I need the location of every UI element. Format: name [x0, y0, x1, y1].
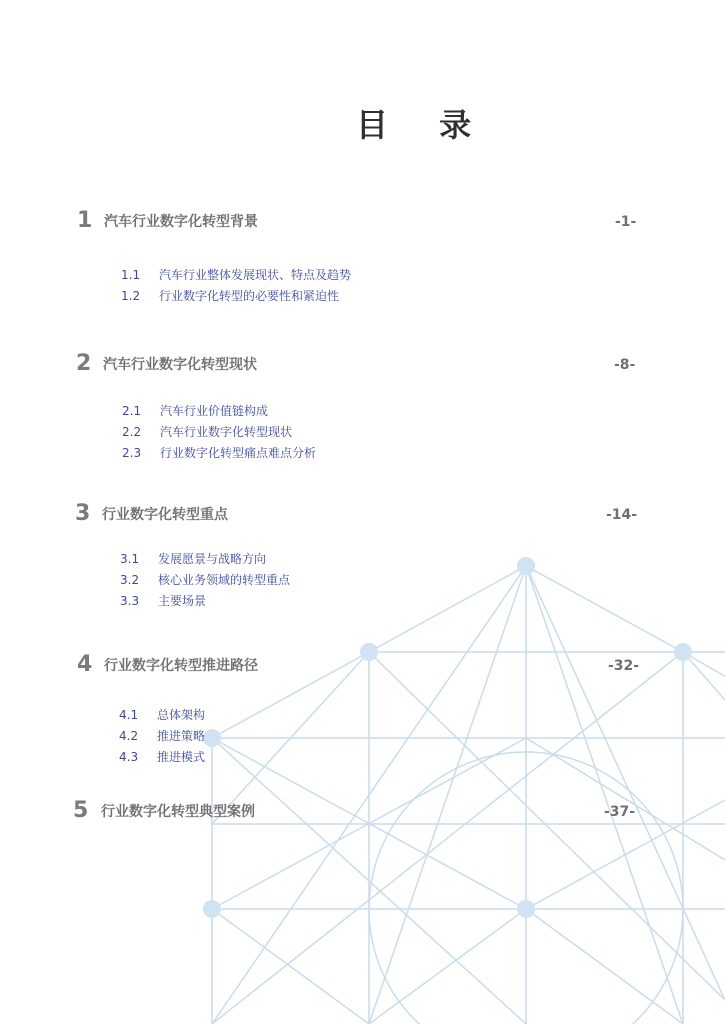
- toc-section-header[interactable]: [0, 501, 725, 531]
- subitem-number: 4.2: [119, 729, 139, 743]
- subitem-title: 主要场景: [158, 594, 207, 608]
- subitem-title: 汽车行业价值链构成: [160, 404, 269, 418]
- section-number: 3: [75, 501, 91, 526]
- toc-subitem[interactable]: [122, 445, 316, 461]
- section-page-number: -32-: [608, 658, 640, 674]
- subitem-title: 推进策略: [157, 729, 206, 743]
- section-page-number: -8-: [614, 357, 636, 373]
- toc-subitem[interactable]: [119, 728, 205, 744]
- subitem-number: 4.1: [119, 708, 139, 722]
- subitem-number: 4.3: [119, 750, 139, 764]
- section-number: 4: [77, 652, 93, 677]
- background-lines: [212, 566, 725, 1024]
- section-page-number: -37-: [604, 804, 636, 820]
- section-page-number: -1-: [615, 214, 637, 230]
- subitem-number: 1.1: [121, 268, 141, 282]
- section-title: 行业数字化转型重点: [102, 507, 228, 523]
- section-title: 行业数字化转型典型案例: [101, 804, 255, 820]
- subitem-number: 1.2: [121, 289, 141, 303]
- toc-subitem[interactable]: [120, 593, 206, 609]
- toc-subitem[interactable]: [122, 424, 292, 440]
- subitem-title: 核心业务领域的转型重点: [158, 573, 291, 587]
- section-title: 行业数字化转型推进路径: [104, 658, 258, 674]
- toc-section-header[interactable]: [0, 351, 725, 381]
- subitem-number: 3.3: [120, 594, 140, 608]
- subitem-number: 2.1: [122, 404, 142, 418]
- subitem-title: 行业数字化转型痛点难点分析: [160, 446, 317, 460]
- subitem-title: 总体架构: [157, 708, 206, 722]
- toc-subitem[interactable]: [119, 707, 205, 723]
- toc-subitem[interactable]: [121, 288, 339, 304]
- toc-subitem[interactable]: [121, 267, 351, 283]
- subitem-number: 3.1: [120, 552, 140, 566]
- page-title: 目 录: [356, 106, 492, 144]
- subitem-title: 推进模式: [157, 750, 206, 764]
- subitem-number: 2.2: [122, 425, 142, 439]
- subitem-title: 发展愿景与战略方向: [158, 552, 267, 566]
- toc-subitem[interactable]: [122, 403, 268, 419]
- section-number: 5: [73, 798, 89, 823]
- subitem-title: 汽车行业整体发展现状、特点及趋势: [159, 268, 352, 282]
- subitem-number: 3.2: [120, 573, 140, 587]
- toc-subitem[interactable]: [120, 572, 290, 588]
- subitem-title: 汽车行业数字化转型现状: [160, 425, 293, 439]
- section-title: 汽车行业数字化转型现状: [103, 357, 257, 373]
- toc-subitem[interactable]: [120, 551, 266, 567]
- toc-section-header[interactable]: [0, 652, 725, 682]
- toc-section-header[interactable]: [0, 798, 725, 828]
- section-number: 1: [77, 208, 93, 233]
- subitem-title: 行业数字化转型的必要性和紧迫性: [159, 289, 340, 303]
- subitem-number: 2.3: [122, 446, 142, 460]
- toc-subitem[interactable]: [119, 749, 205, 765]
- section-number: 2: [76, 351, 92, 376]
- toc-section-header[interactable]: [0, 208, 725, 238]
- section-title: 汽车行业数字化转型背景: [104, 214, 258, 230]
- section-page-number: -14-: [606, 507, 638, 523]
